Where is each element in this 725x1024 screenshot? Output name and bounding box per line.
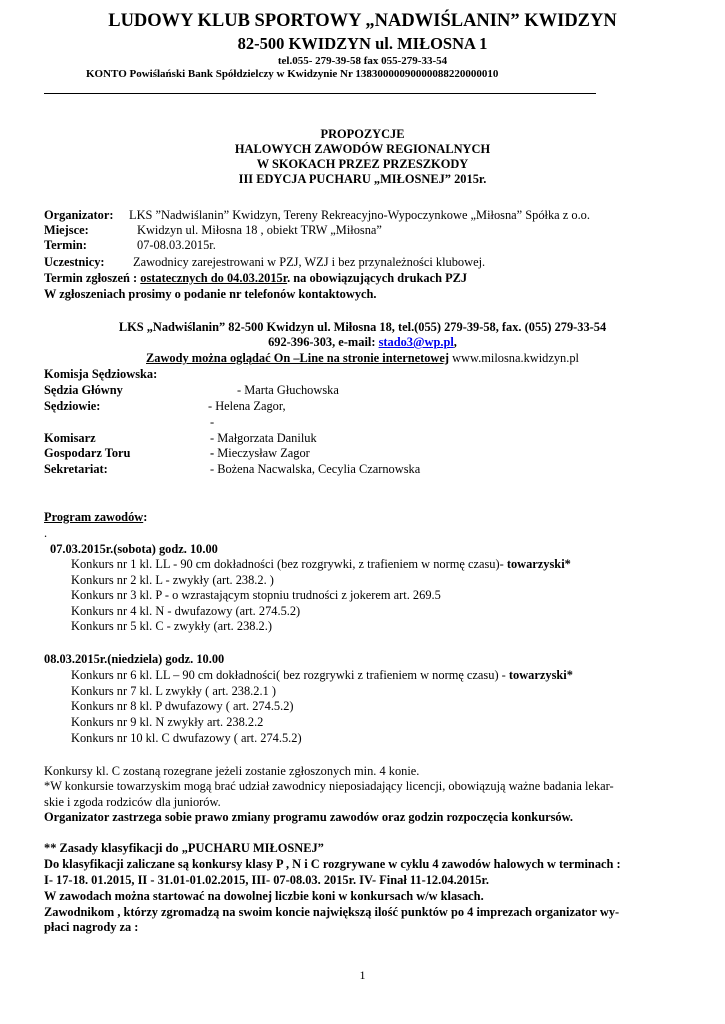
deadline-prefix: Termin zgłoszeń : xyxy=(44,271,141,285)
classification-line-4: Zawodnikom , którzy zgromadzą na swoim koncie największą ilość punktów po 4 imprezach organizator wy- xyxy=(44,905,620,919)
title-line-2: HALOWYCH ZAWODÓW REGIONALNYCH xyxy=(234,142,491,156)
day1-item-3: Konkurs nr 3 kl. P - o wzrastającym stopniu trudności z jokerem art. 269.5 xyxy=(71,588,441,602)
online-line xyxy=(0,351,725,366)
title-line-1: PROPOZYCJE xyxy=(320,127,405,141)
day1-item-2: Konkurs nr 2 kl. L - zwykły (art. 238.2. ) xyxy=(71,573,274,587)
place-value: Kwidzyn ul. Miłosna 18 , obiekt TRW „Miłosna” xyxy=(137,223,382,237)
judges-label: Sędziowie: xyxy=(44,399,101,413)
email-link[interactable]: stado3@wp.pl xyxy=(378,335,454,349)
contact-line-2 xyxy=(0,335,725,350)
note-line-3: skie i zgoda rodziców dla juniorów. xyxy=(44,795,221,809)
note-line-4: Organizator zastrzega sobie prawo zmiany programu zawodów oraz godzin rozpoczęcia konkursów. xyxy=(44,810,573,824)
date-value: 07-08.03.2015r. xyxy=(137,238,216,252)
program-heading-text: Program zawodów xyxy=(44,510,144,524)
program-dot: . xyxy=(44,526,48,540)
day2-title: 08.03.2015r.(niedziela) godz. 10.00 xyxy=(44,652,225,666)
day1-item-5: Konkurs nr 5 kl. C - zwykły (art. 238.2.) xyxy=(71,619,272,633)
course-builder-label: Gospodarz Toru xyxy=(44,446,131,460)
day2-item-4: Konkurs nr 9 kl. N zwykły art. 238.2.2 xyxy=(71,715,264,729)
day2-item-1: Konkurs nr 6 kl. LL – 90 cm dokładności( bez rozgrywki z trafieniem w normę czasu) - towarzyski* xyxy=(71,668,573,682)
participants-label: Uczestnicy: xyxy=(44,255,105,269)
deadline-date: ostatecznych do 04.03.2015r xyxy=(140,271,288,285)
course-builder-dash: - xyxy=(210,446,215,460)
organizer-label: Organizator: xyxy=(44,208,114,222)
commissioner-label: Komisarz xyxy=(44,431,96,445)
contact-comma: , xyxy=(453,335,457,349)
note-line-2: *W konkursie towarzyskim mogą brać udział zawodnicy nieposiadający licencji, obowiązują ważne badania lekar- xyxy=(44,779,614,793)
day1-item-4: Konkurs nr 4 kl. N - dwufazowy (art. 274.5.2) xyxy=(71,604,301,618)
day1-title: 07.03.2015r.(sobota) godz. 10.00 xyxy=(50,542,218,556)
organizer-value: LKS ”Nadwiślanin” Kwidzyn, Tereny Rekreacyjno-Wypoczynkowe „Miłosna” Spółka z o.o. xyxy=(129,208,590,222)
header-divider xyxy=(44,93,596,94)
judges-extra: - xyxy=(210,415,215,429)
page-number: 1 xyxy=(359,968,366,982)
day2-item-2: Konkurs nr 7 kl. L zwykły ( art. 238.2.1 ) xyxy=(71,684,276,698)
place-label: Miejsce: xyxy=(44,223,89,237)
course-builder-value: Mieczysław Zagor xyxy=(214,446,310,460)
program-heading-colon: : xyxy=(143,510,148,524)
deadline-line xyxy=(44,271,467,286)
commissioner-value: - Małgorzata Daniluk xyxy=(210,431,317,445)
day2-item-3: Konkurs nr 8 kl. P dwufazowy ( art. 274.5.2) xyxy=(71,699,294,713)
online-text: Zawody można oglądać On –Line na stronie internetowej xyxy=(146,351,449,365)
title-line-3: W SKOKACH PRZEZ PRZESZKODY xyxy=(256,157,469,171)
chief-judge-label: Sędzia Główny xyxy=(44,383,123,397)
judges-value: - Helena Zagor, xyxy=(208,399,286,413)
club-address: 82-500 KWIDZYN ul. MIŁOSNA 1 xyxy=(237,34,488,53)
program-heading xyxy=(44,510,147,525)
date-label: Termin: xyxy=(44,238,87,252)
phone-request: W zgłoszeniach prosimy o podanie nr telefonów kontaktowych. xyxy=(44,287,377,301)
day1-item-1: Konkurs nr 1 kl. LL - 90 cm dokładności (bez rozgrywki, z trafieniem w normę czasu)- towarzyski* xyxy=(71,557,571,571)
bank-account: KONTO Powiślański Bank Spółdzielczy w Kwidzynie Nr 13830000090000088220000010 xyxy=(86,68,499,80)
day2-item-5: Konkurs nr 10 kl. C dwufazowy ( art. 274.5.2) xyxy=(71,731,302,745)
secretariat-value: - Bożena Nacwalska, Cecylia Czarnowska xyxy=(210,462,421,476)
classification-line-1: Do klasyfikacji zaliczane są konkursy klasy P , N i C rozgrywane w cyklu 4 zawodów halowych w terminach : xyxy=(44,857,621,871)
committee-heading: Komisja Sędziowska: xyxy=(44,367,158,381)
classification-line-2: I- 17-18. 01.2015, II - 31.01-01.02.2015, III- 07-08.03. 2015r. IV- Finał 11-12.04.2015r. xyxy=(44,873,489,887)
title-line-4: III EDYCJA PUCHARU „MIŁOSNEJ” 2015r. xyxy=(238,172,487,186)
contact-line-1: LKS „Nadwiślanin” 82-500 Kwidzyn ul. Miłosna 18, tel.(055) 279-39-58, fax. (055) 279-33-54 xyxy=(118,320,607,334)
classification-heading: ** Zasady klasyfikacji do „PUCHARU MIŁOSNEJ” xyxy=(44,841,324,855)
course-builder-line xyxy=(210,446,310,461)
club-phone: tel.055- 279-39-58 fax 055-279-33-54 xyxy=(277,55,448,67)
deadline-suffix: . na obowiązujących drukach PZJ xyxy=(287,271,468,285)
chief-judge-value: - Marta Głuchowska xyxy=(237,383,339,397)
classification-line-3: W zawodach można startować na dowolnej liczbie koni w konkursach w/w klasach. xyxy=(44,889,484,903)
club-name: LUDOWY KLUB SPORTOWY „NADWIŚLANIN” KWIDZYN xyxy=(108,11,617,31)
classification-line-5: płaci nagrody za : xyxy=(44,920,139,934)
secretariat-label: Sekretariat: xyxy=(44,462,108,476)
contact-phone: 692-396-303, e-mail: xyxy=(268,335,379,349)
participants-value: Zawodnicy zarejestrowani w PZJ, WZJ i bez przynależności klubowej. xyxy=(133,255,486,269)
website-link[interactable]: www.milosna.kwidzyn.pl xyxy=(449,351,579,365)
note-line-1: Konkursy kl. C zostaną rozegrane jeżeli zostanie zgłoszonych min. 4 konie. xyxy=(44,764,420,778)
